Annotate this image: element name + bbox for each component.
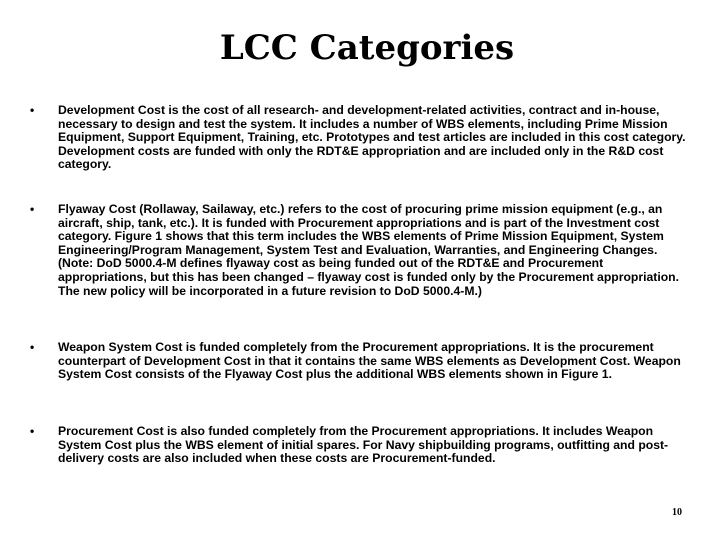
bullet-icon: • [30,340,35,354]
bullet-icon: • [30,103,35,117]
bullet-text: Development Cost is the cost of all research- and development-related activities, contract and in-house, necessary to design and test the system. It includes a number of WBS elements, including Prime Mission Equipment, Support Equipment, Training, etc. Prototypes and test articles are included in this cost category. Development costs are funded with only the RDT&E appropriation and are included only in the R&D cost category. [58,103,686,172]
bullet-text: Weapon System Cost is funded completely from the Procurement appropriations. It is the procurement counterpart of Development Cost in that it contains the same WBS elements as Development Cost. Weapon System Cost consists of the Flyaway Cost plus the additional WBS elements shown in Figure 1. [58,340,681,382]
bullet-icon: • [30,424,35,438]
bullet-text: Procurement Cost is also funded completely from the Procurement appropriations. It includes Weapon System Cost plus the WBS element of initial spares. For Navy shipbuilding programs, outfitting and post-delivery costs are also included when these costs are Procurement-funded. [58,424,669,466]
bullet-icon: • [30,202,35,216]
bullet-text: Flyaway Cost (Rollaway, Sailaway, etc.) refers to the cost of procuring prime mission equipment (e.g., an aircraft, ship, tank, etc.). It is funded with Procurement appropriations and is part of the Investment cost category. Figure 1 shows that this term includes the WBS elements of Prime Mission Equipment, System Engineering/Program Management, System Test and Evaluation, Warranties, and Engineering Changes. (Note: DoD 5000.4-M defines flyaway cost as being funded out of the RDT&E and Procurement appropriations, but this has been changed – flyaway cost is funded only by the Procurement appropriation. The new policy will be incorporated in a future revision to DoD 5000.4-M.) [58,202,679,298]
slide-title: LCC Categories [219,28,515,68]
page-number: 10 [672,507,682,518]
